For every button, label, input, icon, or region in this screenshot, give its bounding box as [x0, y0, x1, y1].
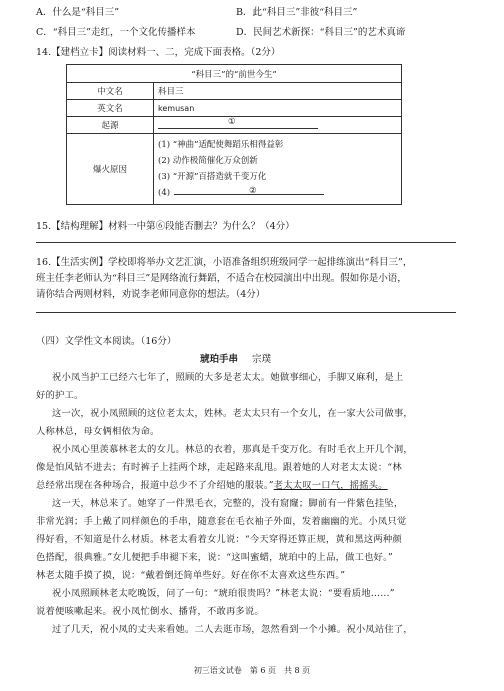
question-15: 15.【结构理解】材料一中第⑥段能否删去？为什么？（4分）	[36, 221, 295, 232]
row-label: 英文名	[67, 100, 154, 117]
row-value-blank	[154, 117, 402, 134]
option-c: C．“科目三”走红，一个文化传播样本	[36, 27, 196, 38]
story-line: 祝小凤照顾林老太吃晚饭，问了一句：“琥珀很贵吗？”林老太说：“要看质地……”	[52, 588, 395, 599]
reason-item: (2) 动作极简催化万众创新	[158, 156, 258, 166]
reason-item	[158, 185, 397, 201]
table-row	[67, 117, 402, 134]
blank-marker-2: ②	[249, 186, 257, 196]
story-line: 人称林总，母女俩相依为命。	[36, 426, 160, 437]
table-row	[67, 100, 402, 117]
row-value: 科目三	[154, 83, 402, 100]
question-16-line: 班主任李老师认为“科目三”是网络流行舞蹈，不适合在校园演出中出现。假如你是小语，	[36, 273, 407, 284]
row-label: 起源	[67, 117, 154, 134]
reason-item: (3) “开源”百搭造就千变万化	[158, 172, 267, 182]
option-d: D．民间艺术新探：“科目三”的艺术真谛	[236, 27, 406, 38]
question-16-line: 请你结合两则材料，劝说李老师同意你的想法。（4分）	[36, 289, 266, 300]
story-line: 这一次，祝小凤照顾的这位老太太，姓林。老太太只有一个女儿，在一家大公司做事，	[52, 408, 413, 419]
answer-blank-1[interactable]	[158, 116, 318, 129]
table-row	[67, 83, 402, 100]
blank-marker-1: ①	[228, 116, 236, 127]
story-line: 说着便咳嗽起来。祝小凤忙倒水、播背，不敢再多说。	[36, 606, 264, 617]
story-line: 过了几天，祝小凤的丈夫来看她。二人去逛市场，忽然看到一个小摊。祝小凤站住了，	[52, 624, 413, 635]
story-line: 祝小凤当护工已经六七年了，照顾的大多是老太太。她做事细心，手脚又麻利，是上	[52, 372, 404, 383]
table-title: “科目三”的“前世今生”	[67, 65, 402, 83]
question-16-line: 16.【生活实例】学校即将举办文艺汇演，小语准备组织班级同学一起排练演出“科目三”，	[36, 257, 413, 268]
reasons-cell	[154, 134, 402, 205]
underlined-sentence: 老太太叹一口气，摇摇头。	[273, 480, 388, 491]
story-line: 这一天，林总来了。她穿了一件黑毛衣，完整的，没有窟窿；脚前有一件紫色挂坠，	[52, 498, 404, 509]
row-label: 爆火原因	[67, 134, 154, 205]
story-author: 宗璞	[252, 354, 272, 365]
story-line: 像是怕风钻不进去；有时裤子上挂两个球，走起路来乱甩。跟着她的人对老太太说：“林	[36, 462, 402, 473]
story-line: 色搭配，很典雅。”女儿便把手串褪下来，说：“这叫蜜蜡，琥珀中的上品，做工也好。”	[36, 552, 393, 563]
page-footer: 初三语文试卷 第 6 页 共 8 页	[193, 666, 311, 675]
story-line: 好的护工。	[36, 390, 84, 401]
row-label: 中文名	[67, 83, 154, 100]
answer-blank-2[interactable]	[174, 185, 324, 195]
section-heading: （四）文学性文本阅读。（16分）	[36, 336, 177, 347]
story-text: 总经常出现在各种场合，报道中总少不了介绍她的服装。”	[36, 480, 274, 491]
story-line	[36, 477, 388, 491]
option-a: A．什么是“科目三”	[36, 7, 120, 18]
table-row	[67, 134, 402, 205]
question-14: 14.【建档立卡】阅读材料一、二，完成下面表格。（2分）	[36, 47, 281, 58]
story-title: 琥珀手串	[200, 354, 239, 365]
reason-item-label: (4)	[158, 188, 171, 198]
answer-line[interactable]	[36, 242, 456, 243]
story-line: 林老太随手摸了摸，说：“戴着倒还简单些好。好在你不太喜欢这些东西。”	[36, 570, 346, 581]
reason-item: (1) “神曲”适配使舞蹈乐相得益彰	[158, 140, 284, 150]
story-line: 祝小凤心里羡慕林老太的女儿。林总的衣着，那真是千变万化。有时毛衣上开几个洞，	[52, 444, 413, 455]
option-b: B．此“科目三”非彼“科目三”	[236, 7, 358, 18]
answer-line[interactable]	[36, 312, 456, 313]
row-value: kemusan	[154, 100, 402, 117]
info-table	[66, 64, 402, 205]
story-line: 得好看，不知道是什么材质。林老太看着女儿说：“今天穿得还算正规，黄和黑这两种颜	[36, 534, 402, 545]
story-line: 非常光润；手上戴了同样颜色的手串，随意套在毛衣袖子外面，发着幽幽的光。小凤只觉	[36, 516, 407, 527]
